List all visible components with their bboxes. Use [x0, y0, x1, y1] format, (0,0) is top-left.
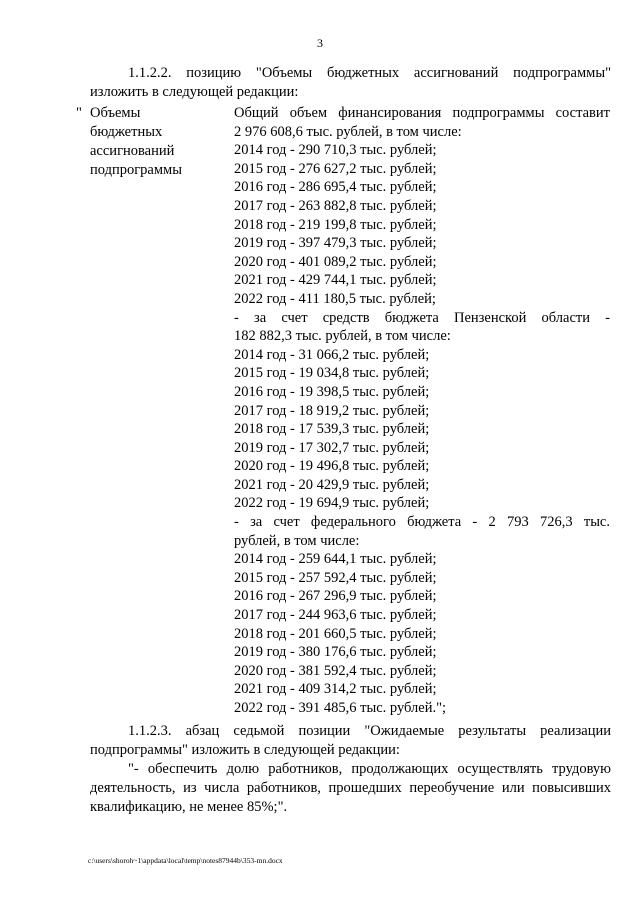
intro-paragraph: 1.1.2.2. позицию "Объемы бюджетных ассигнований подпрограммы" изложить в следующей редакции:	[90, 65, 611, 100]
funding-line: 2021 год - 409 314,2 тыс. рублей;	[234, 681, 437, 698]
funding-line: 182 882,3 тыс. рублей, в том числе:	[234, 328, 451, 345]
funding-details	[234, 104, 610, 718]
funding-line: 2018 год - 201 660,5 тыс. рублей;	[234, 625, 437, 642]
file-path-footer: c:\users\shoroh~1\appdata\local\temp\notes87944b\353-mn.docx	[88, 856, 283, 865]
funding-line: 2014 год - 290 710,3 тыс. рублей;	[234, 142, 437, 159]
funding-line: 2021 год - 20 429,9 тыс. рублей;	[234, 476, 430, 493]
funding-line: 2016 год - 19 398,5 тыс. рублей;	[234, 383, 430, 400]
funding-line: 2019 год - 380 176,6 тыс. рублей;	[234, 644, 437, 661]
funding-line: 2018 год - 219 199,8 тыс. рублей;	[234, 216, 437, 233]
funding-line: 2015 год - 257 592,4 тыс. рублей;	[234, 569, 437, 586]
paragraph-new-wording: "- обеспечить долю работников, продолжающих осуществлять трудовую деятельность, из числа работников, прошедших переобучение или повысивших квалификацию, не менее 85%;".	[90, 761, 611, 815]
funding-line: 2 976 608,6 тыс. рублей, в том числе:	[234, 123, 462, 140]
funding-line: 2019 год - 17 302,7 тыс. рублей;	[234, 439, 430, 456]
funding-line: 2017 год - 263 882,8 тыс. рублей;	[234, 197, 437, 214]
opening-quote: "	[76, 105, 82, 121]
position-label-line: Объемы	[90, 105, 141, 121]
funding-line: - за счет федерального бюджета - 2 793 726,3 тыс.	[234, 514, 610, 531]
funding-line: 2015 год - 19 034,8 тыс. рублей;	[234, 365, 430, 382]
funding-line: 2021 год - 429 744,1 тыс. рублей;	[234, 272, 437, 289]
funding-line: 2018 год - 17 539,3 тыс. рублей;	[234, 421, 430, 438]
funding-line: 2017 год - 244 963,6 тыс. рублей;	[234, 607, 437, 624]
funding-line: 2022 год - 391 485,6 тыс. рублей.";	[234, 700, 447, 716]
funding-line: 2016 год - 286 695,4 тыс. рублей;	[234, 179, 437, 196]
funding-line: 2016 год - 267 296,9 тыс. рублей;	[234, 588, 437, 605]
funding-line: 2020 год - 381 592,4 тыс. рублей;	[234, 662, 437, 679]
funding-line: рублей, в том числе:	[234, 532, 360, 549]
funding-line: 2014 год - 259 644,1 тыс. рублей;	[234, 551, 437, 568]
funding-line: 2020 год - 401 089,2 тыс. рублей;	[234, 253, 437, 270]
funding-line: 2017 год - 18 919,2 тыс. рублей;	[234, 402, 430, 419]
paragraph-1-1-2-3: 1.1.2.3. абзац седьмой позиции "Ожидаемые результаты реализации подпрограммы" изложить в следующей редакции:	[90, 723, 611, 758]
funding-line: 2015 год - 276 627,2 тыс. рублей;	[234, 160, 437, 177]
position-label-line: ассигнований	[90, 143, 175, 159]
funding-line: Общий объем финансирования подпрограммы составит	[234, 105, 610, 121]
funding-line: 2022 год - 411 180,5 тыс. рублей;	[234, 290, 436, 307]
position-label	[90, 104, 220, 180]
funding-line: - за счет средств бюджета Пензенской области -	[234, 309, 610, 326]
position-label-line: подпрограммы	[90, 162, 182, 178]
page-number: 3	[317, 36, 323, 50]
funding-line: 2022 год - 19 694,9 тыс. рублей;	[234, 495, 430, 512]
funding-line: 2014 год - 31 066,2 тыс. рублей;	[234, 346, 430, 363]
funding-line: 2020 год - 19 496,8 тыс. рублей;	[234, 458, 430, 475]
position-label-line: бюджетных	[90, 124, 163, 140]
funding-line: 2019 год - 397 479,3 тыс. рублей;	[234, 235, 437, 252]
